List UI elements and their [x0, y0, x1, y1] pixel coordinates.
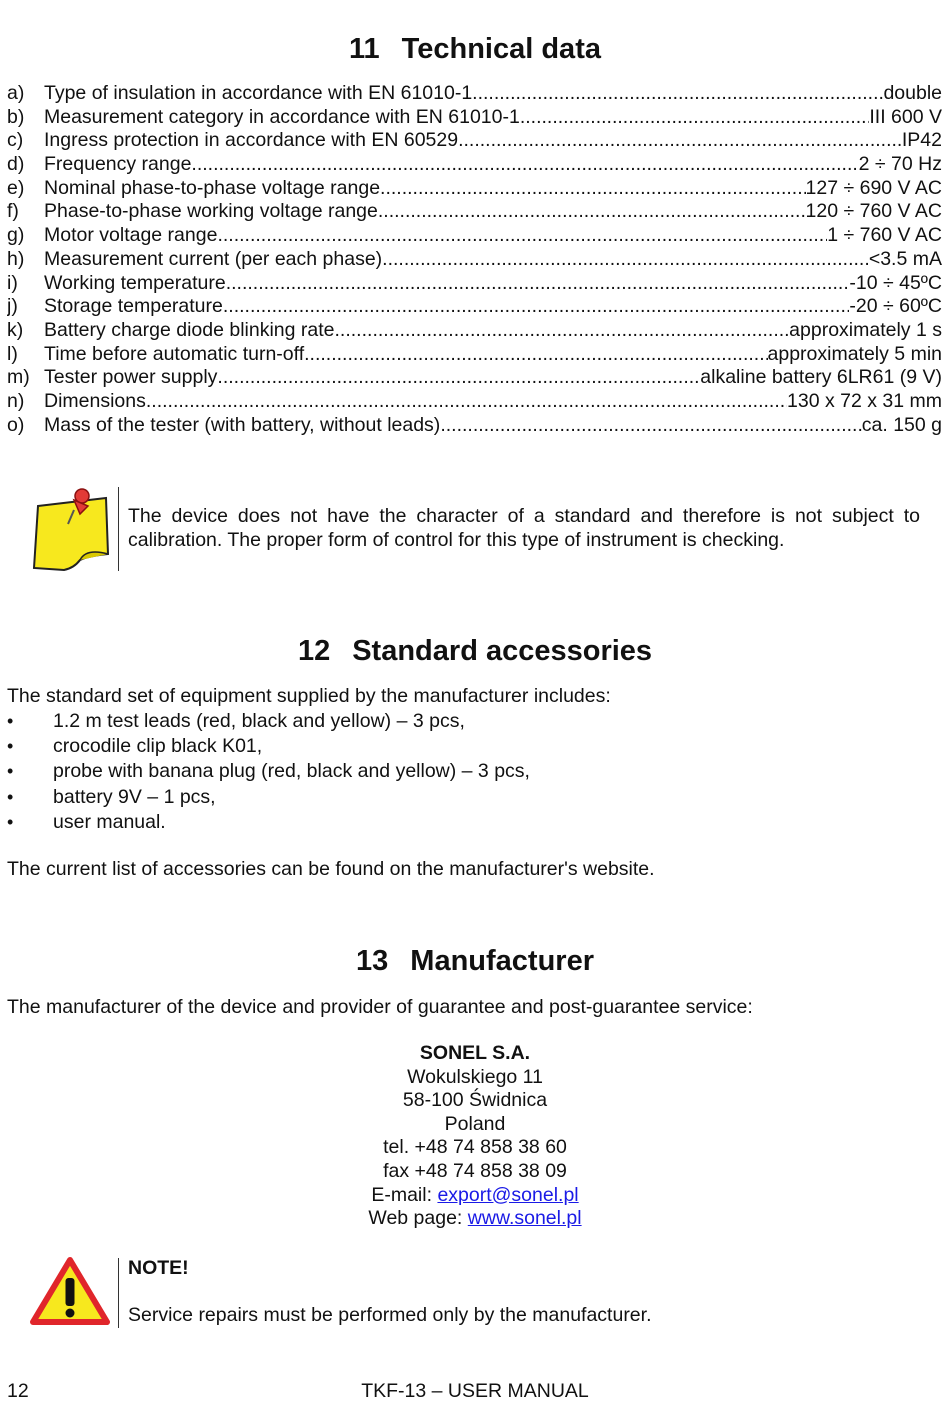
dot-leader [472, 82, 883, 106]
spec-value: -20 ÷ 60ºC [849, 295, 942, 318]
dot-leader [380, 177, 805, 201]
spec-letter: c) [7, 129, 24, 152]
note-heading: NOTE! [128, 1257, 189, 1279]
spec-letter: b) [7, 105, 25, 128]
accessory-text: probe with banana plug (red, black and yellow) – 3 pcs, [53, 760, 530, 783]
accessory-text: user manual. [53, 810, 166, 833]
spec-row [7, 414, 942, 438]
spec-value: 2 ÷ 70 Hz [858, 153, 942, 176]
section-title-standard-accessories [0, 634, 950, 668]
email-line [0, 1184, 950, 1208]
dot-leader [335, 319, 790, 343]
spec-letter: f) [7, 200, 19, 223]
spec-letter: k) [7, 318, 24, 341]
page-number: 12 [7, 1380, 29, 1402]
accessory-text: battery 9V – 1 pcs, [53, 785, 216, 808]
spec-value: 120 ÷ 760 V AC [805, 200, 942, 223]
spec-label: Measurement category in accordance with EN 61010-1 [44, 105, 520, 128]
spec-letter: g) [7, 224, 25, 247]
calibration-note [118, 487, 919, 571]
web-label: Web page: [368, 1207, 468, 1230]
spec-row [7, 224, 942, 248]
bullet-icon [7, 709, 53, 734]
company-name: SONEL S.A. [419, 1042, 531, 1064]
spec-row [7, 106, 942, 130]
dot-leader [440, 414, 861, 438]
manufacturer-intro: The manufacturer of the device and provider of guarantee and post-guarantee service: [7, 996, 753, 1018]
document-title: TKF-13 – USER MANUAL [361, 1380, 589, 1402]
telephone: tel. +48 74 858 38 60 [383, 1136, 567, 1159]
spec-row [7, 200, 942, 224]
spec-label: Mass of the tester (with battery, without leads) [44, 413, 441, 436]
spec-letter: h) [7, 247, 25, 270]
bullet-icon [7, 759, 53, 784]
section-heading: Manufacturer [410, 945, 594, 977]
accessory-item [7, 785, 530, 810]
spec-label: Time before automatic turn-off [44, 342, 305, 365]
dot-leader [217, 366, 700, 390]
spec-row [7, 248, 942, 272]
section-number: 12 [297, 635, 331, 667]
spec-value: IP42 [901, 129, 942, 152]
calibration-note-text: The device does not have the character of a standard and therefore is not subject to calibration. The proper form of control for this type of instrument is checking. [128, 505, 920, 551]
section-number: 13 [356, 945, 389, 977]
spec-label: Measurement current (per each phase) [44, 247, 383, 270]
email-link[interactable]: export@sonel.pl [437, 1183, 579, 1206]
accessory-item [7, 709, 530, 734]
spec-letter: o) [7, 413, 25, 436]
spec-row [7, 319, 942, 343]
accessory-item [7, 759, 530, 784]
service-note [118, 1258, 819, 1328]
spec-row [7, 366, 942, 390]
website-link[interactable]: www.sonel.pl [467, 1207, 582, 1230]
spec-value: approximately 1 s [789, 318, 942, 341]
dot-leader [458, 129, 902, 153]
spec-label: Phase-to-phase working voltage range [44, 200, 378, 223]
spec-letter: j) [7, 295, 18, 318]
bullet-icon [7, 785, 53, 810]
dot-leader [146, 390, 787, 414]
accessory-text: crocodile clip black K01, [53, 735, 263, 758]
spec-row [7, 295, 942, 319]
spec-label: Nominal phase-to-phase voltage range [44, 176, 381, 199]
spec-value: III 600 V [869, 105, 942, 128]
spec-letter: d) [7, 153, 25, 176]
spec-letter: e) [7, 176, 25, 199]
dot-leader [226, 272, 850, 296]
section-number: 11 [349, 33, 380, 65]
spec-letter: n) [7, 389, 25, 412]
section-title-technical-data [0, 32, 950, 66]
accessories-website-note: The current list of accessories can be found on the manufacturer's website. [7, 858, 655, 880]
spec-label: Storage temperature [44, 295, 223, 318]
section-heading: Technical data [401, 33, 601, 65]
accessory-item [7, 810, 530, 835]
spec-row [7, 177, 942, 201]
spec-label: Frequency range [44, 153, 192, 176]
spec-value: approximately 5 min [767, 342, 942, 365]
spec-row [7, 343, 942, 367]
accessories-list [7, 709, 530, 835]
dot-leader [520, 106, 870, 130]
street-address: Wokulskiego 11 [407, 1065, 543, 1088]
spec-label: Tester power supply [44, 366, 218, 389]
web-line [0, 1207, 950, 1231]
section-heading: Standard accessories [352, 635, 653, 667]
manufacturer-address [0, 1042, 950, 1231]
spec-label: Motor voltage range [44, 224, 218, 247]
fax: fax +48 74 858 38 09 [383, 1159, 567, 1182]
warning-exclamation-icon [30, 1256, 110, 1326]
country: Poland [444, 1112, 506, 1135]
email-label: E-mail: [371, 1183, 438, 1206]
dot-leader [217, 224, 827, 248]
bullet-icon [7, 734, 53, 759]
dot-leader [378, 200, 806, 224]
spec-value: alkaline battery 6LR61 (9 V) [700, 366, 942, 389]
spec-label: Battery charge diode blinking rate [44, 318, 335, 341]
dot-leader [223, 295, 850, 319]
spec-value: 1 ÷ 760 V AC [827, 224, 942, 247]
accessories-intro: The standard set of equipment supplied by the manufacturer includes: [7, 685, 611, 707]
spec-value: 130 x 72 x 31 mm [787, 389, 942, 412]
spec-value: -10 ÷ 45ºC [849, 271, 942, 294]
spec-letter: i) [7, 271, 18, 294]
spec-value: 127 ÷ 690 V AC [805, 176, 942, 199]
spec-letter: l) [7, 342, 18, 365]
spec-row [7, 272, 942, 296]
bullet-icon [7, 810, 53, 835]
dot-leader [191, 153, 858, 177]
service-note-text: Service repairs must be performed only by the manufacturer. [128, 1304, 652, 1326]
accessory-text: 1.2 m test leads (red, black and yellow) – 3 pcs, [53, 710, 465, 732]
spec-row [7, 129, 942, 153]
spec-row [7, 153, 942, 177]
accessory-item [7, 734, 530, 759]
spec-label: Working temperature [44, 271, 226, 294]
spec-row [7, 390, 942, 414]
spec-row [7, 82, 942, 106]
dot-leader [382, 248, 869, 272]
spec-value: double [883, 82, 942, 104]
spec-value: ca. 150 g [861, 413, 942, 436]
section-title-manufacturer [0, 944, 950, 978]
spec-letter: a) [7, 82, 25, 104]
city-postcode: 58-100 Świdnica [402, 1089, 548, 1112]
spec-value: <3.5 mA [868, 247, 942, 270]
spec-label: Ingress protection in accordance with EN 60529 [44, 129, 459, 152]
dot-leader [304, 343, 767, 367]
technical-data-list [7, 82, 942, 437]
spec-label: Dimensions [44, 389, 146, 412]
spec-letter: m) [7, 366, 30, 389]
pushpin-note-icon [28, 484, 114, 572]
spec-label: Type of insulation in accordance with EN 61010-1 [44, 82, 473, 104]
